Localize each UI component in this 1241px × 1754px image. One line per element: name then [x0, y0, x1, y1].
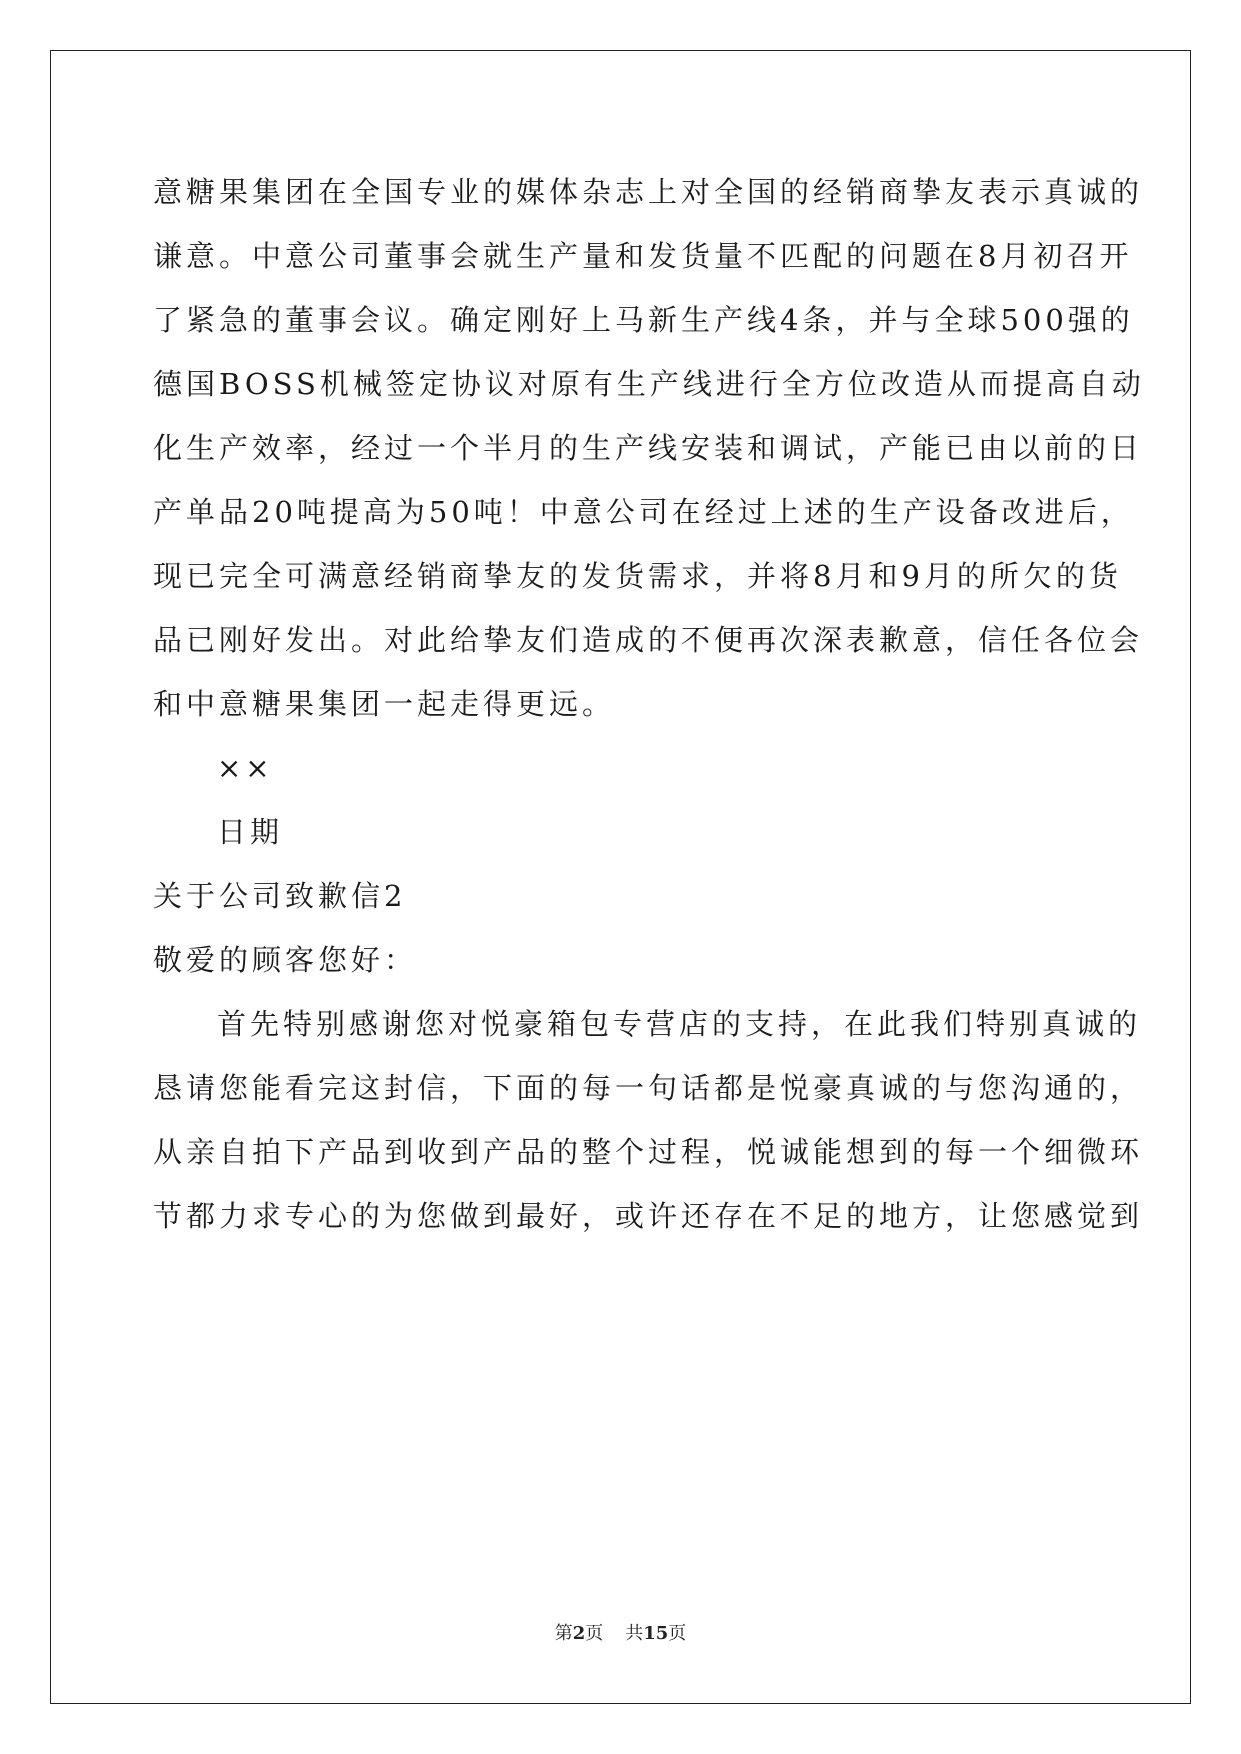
date-label: 日期 — [217, 815, 284, 849]
body-line: 品已刚好发出。对此给挚友们造成的不便再次深表歉意，信任各位会 — [153, 623, 1144, 657]
total-prefix: 共 — [625, 1623, 644, 1644]
body-line: 现已完全可满意经销商挚友的发货需求，并将8月和9月的所欠的货 — [153, 559, 1122, 593]
body-line: 了紧急的董事会议。确定刚好上马新生产线4条，并与全球500强的 — [153, 303, 1134, 337]
document-body — [153, 160, 1145, 1248]
total-pages: 15 — [643, 1623, 669, 1644]
page-prefix: 第 — [554, 1623, 573, 1644]
body-line: 德国BOSS机械签定协议对原有生产线进行全方位改造从而提高自动 — [153, 367, 1145, 401]
page-suffix: 页 — [585, 1623, 604, 1644]
letter-line: 恳请您能看完这封信，下面的每一句话都是悦豪真诚的与您沟通的， — [153, 1071, 1144, 1105]
letter-line: 首先特别感谢您对悦豪箱包专营店的支持，在此我们特别真诚的 — [217, 1007, 1142, 1041]
body-line: 产单品20吨提高为50吨！中意公司在经过上述的生产设备改进后， — [153, 495, 1134, 529]
page-footer — [0, 1619, 1241, 1645]
body-line: 谦意。中意公司董事会就生产量和发货量不匹配的问题在8月初召开 — [153, 239, 1133, 273]
letter-line: 从亲自拍下产品到收到产品的整个过程，悦诚能想到的每一个细微环 — [153, 1135, 1144, 1169]
body-line: 意糖果集团在全国专业的媒体杂志上对全国的经销商挚友表示真诚的 — [153, 175, 1144, 209]
letter-line: 节都力求专心的为您做到最好，或许还存在不足的地方，让您感觉到 — [153, 1199, 1144, 1233]
total-suffix: 页 — [668, 1623, 687, 1644]
body-line: 和中意糖果集团一起走得更远。 — [153, 687, 616, 721]
page-number: 2 — [572, 1623, 586, 1644]
section-title: 关于公司致歉信2 — [153, 879, 407, 913]
signature: ×× — [217, 751, 274, 785]
body-line: 化生产效率，经过一个半月的生产线安装和调试，产能已由以前的日 — [153, 431, 1144, 465]
greeting: 敬爱的顾客您好： — [153, 943, 418, 977]
